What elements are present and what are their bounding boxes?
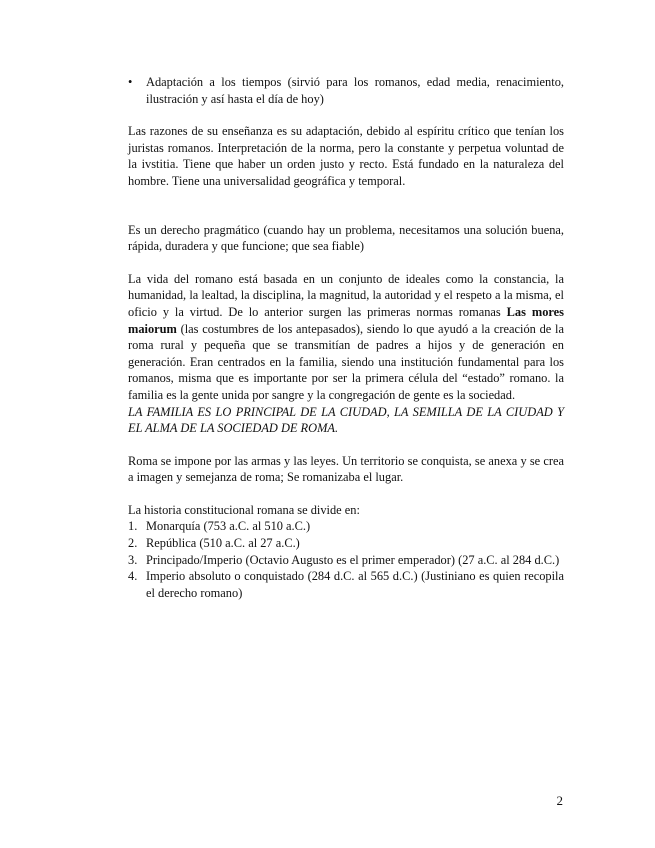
list-item-text: Imperio absoluto o conquistado (284 d.C. al 565 d.C.) (Justiniano es quien recopila el derecho romano) bbox=[146, 569, 564, 600]
familia-statement: LA FAMILIA ES LO PRINCIPAL DE LA CIUDAD, LA SEMILLA DE LA CIUDAD Y EL ALMA DE LA SOCIEDAD DE ROMA. bbox=[128, 404, 564, 436]
history-list bbox=[128, 518, 564, 601]
bullet-icon: • bbox=[128, 75, 133, 89]
paragraph-vida-romano bbox=[128, 271, 564, 404]
paragraph-historia-intro: La historia constitucional romana se divide en: bbox=[128, 502, 360, 517]
spacer bbox=[128, 255, 564, 271]
list-item bbox=[128, 535, 564, 552]
list-item-number: 3. bbox=[128, 552, 138, 567]
paragraph-roma-impone bbox=[128, 453, 564, 486]
spacer bbox=[128, 486, 564, 502]
spacer bbox=[128, 437, 564, 453]
list-item-number: 4. bbox=[128, 569, 138, 584]
bullet-item bbox=[128, 74, 564, 107]
list-item-number: 2. bbox=[128, 536, 138, 551]
list-item-text: Principado/Imperio (Octavio Augusto es el primer emperador) (27 a.C. al 284 d.C.) bbox=[146, 552, 560, 567]
list-item-number: 1. bbox=[128, 519, 138, 534]
paragraph-razones bbox=[128, 123, 564, 189]
paragraph-vida-text-a: La vida del romano está basada en un conjunto de ideales como la constancia, la humanidad, la lealtad, la disciplina, la magnitud, la autoridad y el respeto a la misma, el oficio y la virtud. De lo anterior surgen las primeras normas romanas bbox=[128, 271, 564, 319]
list-item-text: Monarquía (753 a.C. al 510 a.C.) bbox=[146, 519, 311, 534]
list-item bbox=[128, 518, 564, 535]
paragraph-pragmatico-text: Es un derecho pragmático (cuando hay un problema, necesitamos una solución buena, rápida, duradera y que funcione; que sea fiable) bbox=[128, 222, 564, 254]
spacer bbox=[128, 190, 564, 206]
list-item-text: República (510 a.C. al 27 a.C.) bbox=[146, 536, 300, 551]
paragraph-vida-text-b: (las costumbres de los antepasados), siendo lo que ayudó a la creación de la roma rural y pequeña que se transmitían de padres a hijos y de generación en generación. Eran centrados en la familia, siendo una institución fundamental para los romanos, misma que es importante por ser la primera célula del “estado” romano. la familia es la gente unida por sangre y la congregación de gente es la sociedad. bbox=[128, 321, 564, 402]
mores-maiorum-term: Las mores maiorum bbox=[128, 304, 564, 336]
spacer bbox=[128, 107, 564, 123]
paragraph-roma-text: Roma se impone por las armas y las leyes. Un territorio se conquista, se anexa y se crea a imagen y semejanza de roma; Se romanizaba el lugar. bbox=[128, 453, 564, 485]
paragraph-pragmatico bbox=[128, 222, 564, 255]
bullet-text: Adaptación a los tiempos (sirvió para los romanos, edad media, renacimiento, ilustración y así hasta el día de hoy) bbox=[146, 75, 564, 106]
list-item bbox=[128, 552, 564, 569]
page-number: 2 bbox=[556, 793, 563, 808]
page-content bbox=[128, 74, 564, 601]
list-item bbox=[128, 568, 564, 601]
spacer bbox=[128, 206, 564, 222]
paragraph-razones-text: Las razones de su enseñanza es su adaptación, debido al espíritu crítico que tenían los juristas romanos. Interpretación de la norma, pero la constante y perpetua voluntad de la ivstitia. Tiene que haber un orden justo y recto. Está fundado en la naturaleza del hombre. Tiene una universalidad geográfica y temporal. bbox=[128, 124, 564, 188]
